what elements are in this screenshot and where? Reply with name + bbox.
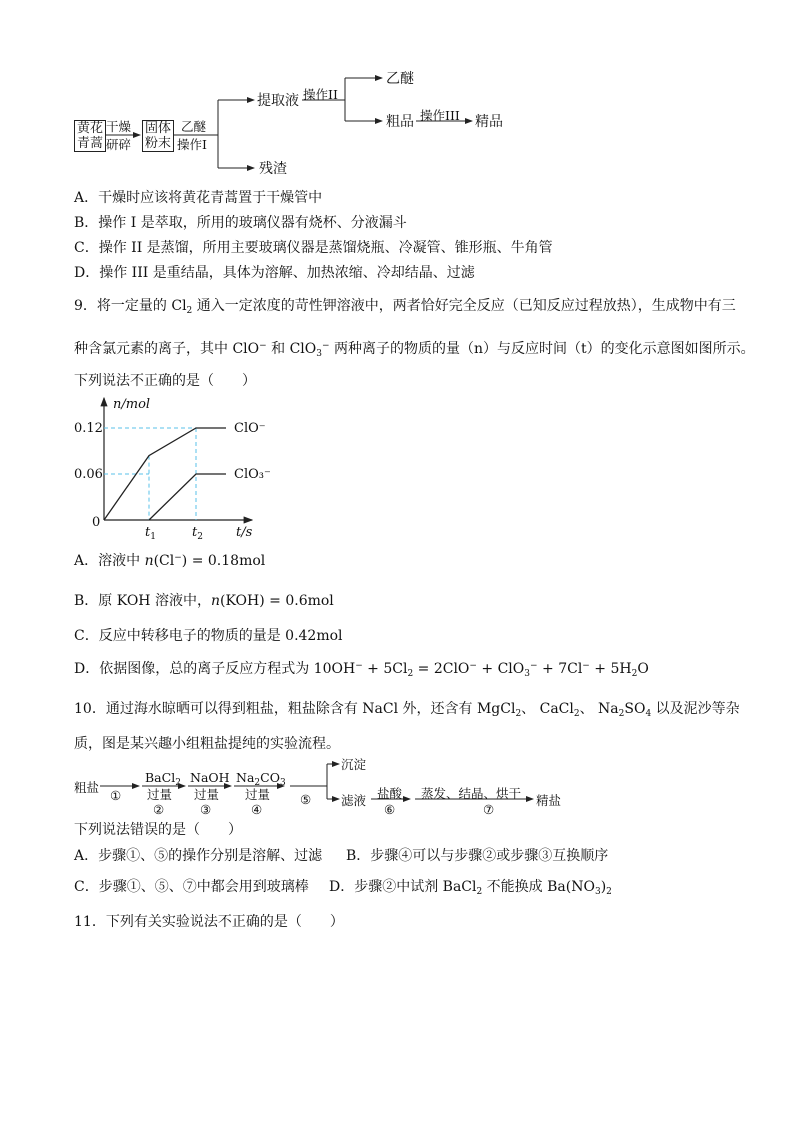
flow-extract: 提取液 bbox=[257, 93, 299, 109]
q9-option-a: A．溶液中 n(Cl−) = 0.18mol bbox=[74, 553, 266, 569]
flow2-end: 精盐 bbox=[536, 793, 562, 808]
flow-op3: 操作III bbox=[420, 108, 460, 123]
flow-crude: 粗品 bbox=[386, 114, 414, 130]
flow2-start: 粗盐 bbox=[74, 780, 100, 795]
flow2-step6: ⑥ bbox=[384, 802, 396, 817]
flow-op2: 操作II bbox=[303, 87, 338, 102]
flow-step1-bottom: 研碎 bbox=[106, 137, 132, 152]
flow-step2-top: 乙醚 bbox=[181, 119, 207, 134]
flow-step1-top: 干燥 bbox=[106, 119, 132, 134]
q9-option-b: B．原 KOH 溶液中，n(KOH) = 0.6mol bbox=[74, 593, 334, 609]
q10-option-d: D．步骤②中试剂 BaCl$_2$ 不能换成 $Ba(NO_3)_2$ bbox=[329, 879, 612, 897]
flow2-step1: ① bbox=[110, 788, 122, 803]
flow2-step3: ③ bbox=[200, 802, 212, 817]
flow2-cond1: 过量 bbox=[147, 787, 173, 802]
chart-y-tick-label: 0.12 bbox=[74, 421, 103, 436]
flow2-cond3: 过量 bbox=[245, 787, 271, 802]
q9-option-c: C．反应中转移电子的物质的量是 0.42mol bbox=[74, 628, 343, 644]
flow2-reagent-naoh: NaOH bbox=[190, 770, 230, 785]
q10-option-b: B．步骤④可以与步骤②或步骤③互换顺序 bbox=[346, 848, 609, 864]
flow-box-huanghua: 黄花 青蒿 bbox=[74, 120, 106, 152]
flow2-cond2: 过量 bbox=[194, 787, 220, 802]
chart-y-label: n/mol bbox=[113, 397, 151, 412]
chart-x-tick-label: $t_1$ bbox=[145, 525, 156, 542]
chart-series-label-0: ClO⁻ bbox=[234, 421, 266, 436]
flow2-reagent-na2co3: $Na_2CO_3$ bbox=[236, 770, 286, 788]
chart-x-tick-label: $t_2$ bbox=[192, 525, 203, 542]
q8-option-c: C．操作 II 是蒸馏，所用主要玻璃仪器是蒸馏烧瓶、冷凝管、锥形瓶、牛角管 bbox=[74, 240, 553, 256]
flow2-acid: 盐酸 bbox=[377, 786, 403, 801]
q9-stem-line1: 9．将一定量的 $Cl_2$ 通入一定浓度的苛性钾溶液中，两者恰好完全反应（已知反应过程放热），生成物中有三 bbox=[74, 298, 736, 316]
flow2-step7: ⑦ bbox=[483, 802, 495, 817]
flow-fine: 精品 bbox=[475, 114, 503, 130]
chart-x-label: t/s bbox=[236, 525, 253, 540]
q10-question: 下列说法错误的是（ ） bbox=[74, 822, 242, 838]
chart-origin-label: 0 bbox=[92, 515, 101, 530]
flow-residue: 残渣 bbox=[259, 161, 287, 177]
q10-option-a: A．步骤①、⑤的操作分别是溶解、过滤 bbox=[74, 848, 323, 864]
flow2-precipitate: 沉淀 bbox=[341, 757, 367, 772]
flow-step2-bottom: 操作I bbox=[177, 137, 207, 152]
q9-stem-line2: 种含氯元素的离子，其中 ClO− 和 ClO$_3$− 两种离子的物质的量（n）与反应时间（t）的变化示意图如图所示。 bbox=[74, 341, 755, 359]
flow2-evaporate: 蒸发、结晶、烘干 bbox=[421, 786, 522, 801]
q8-option-a: A．干燥时应该将黄花青蒿置于干燥管中 bbox=[74, 190, 323, 206]
flow2-step5: ⑤ bbox=[300, 792, 312, 807]
q8-option-b: B．操作 I 是萃取，所用的玻璃仪器有烧杯、分液漏斗 bbox=[74, 215, 407, 231]
q9-question: 下列说法不正确的是（ ） bbox=[74, 373, 256, 389]
flow-ether-out: 乙醚 bbox=[386, 71, 414, 87]
flow2-filtrate: 滤液 bbox=[341, 793, 367, 808]
q8-option-d: D．操作 III 是重结晶，具体为溶解、加热浓缩、冷却结晶、过滤 bbox=[74, 265, 475, 281]
flow2-step4: ④ bbox=[251, 802, 263, 817]
q11-stem: 11．下列有关实验说法不正确的是（ ） bbox=[74, 914, 344, 930]
q10-option-c: C．步骤①、⑤、⑦中都会用到玻璃棒 bbox=[74, 879, 309, 895]
flow2-step2: ② bbox=[153, 802, 165, 817]
flow-box-powder: 固体 粉末 bbox=[142, 120, 174, 152]
chart-series-label-1: ClO₃⁻ bbox=[234, 467, 271, 482]
chart-y-tick-label: 0.06 bbox=[74, 467, 103, 482]
q10-stem-line2: 质，图是某兴趣小组粗盐提纯的实验流程。 bbox=[74, 736, 340, 752]
q9-option-d: D．依据图像，总的离子反应方程式为 $10OH^- + 5Cl_2 = 2ClO^- + ClO_3^- + 7Cl^- + 5H_2O$ bbox=[74, 661, 649, 679]
flow2-reagent-bacl2: BaCl$_2$ bbox=[145, 770, 181, 788]
q10-stem-line1: 10．通过海水晾晒可以得到粗盐，粗盐除含有 NaCl 外，还含有 MgCl$_2$、 CaCl$_2$、 $Na_2SO_4$ 以及泥沙等杂 bbox=[74, 701, 740, 719]
